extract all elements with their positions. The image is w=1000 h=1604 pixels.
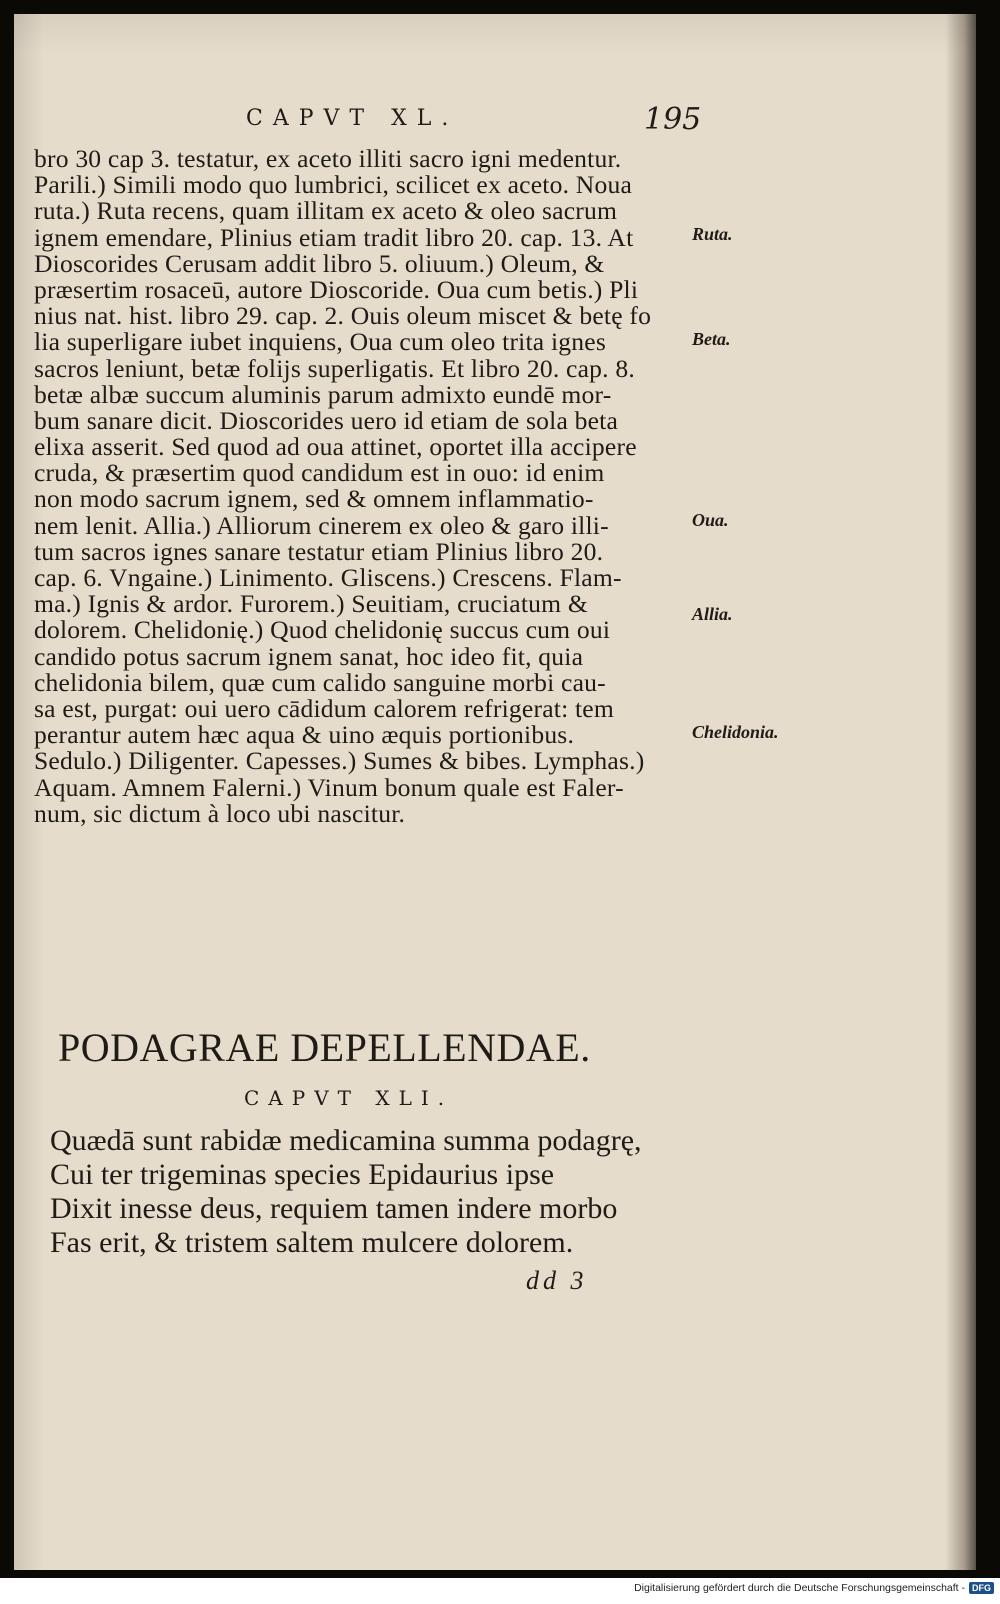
text-line: nem lenit. Allia.) Alliorum cinerem ex oleo & garo illi- <box>34 510 609 540</box>
text-line: non modo sacrum ignem, sed & omnem inflammatio- <box>34 484 594 514</box>
text-line: betæ albæ succum aluminis parum admixto eundē mor- <box>34 379 612 409</box>
dfg-logo-icon: DFG <box>969 1582 994 1594</box>
chapter-heading: CAPVT XLI. <box>244 1086 454 1110</box>
text-line: lia superligare iubet inquiens, Oua cum oleo trita ignes <box>34 327 606 357</box>
text-line: elixa asserit. Sed quod ad oua attinet, oportet illa accipere <box>34 432 637 462</box>
page-gutter-shadow <box>946 14 976 1570</box>
text-line: ignem emendare, Plinius etiam tradit libro 20. cap. 13. At <box>34 222 634 252</box>
marginal-note-chelidonia: Chelidonia. <box>692 722 779 742</box>
marginal-note-allia: Allia. <box>692 604 733 624</box>
running-head: CAPVT XL. <box>246 106 459 131</box>
text-line: dolorem. Chelidonię.) Quod chelidonię succus cum oui <box>34 615 611 645</box>
credit-text: Digitalisierung gefördert durch die Deutsche Forschungsgemeinschaft - <box>634 1582 965 1594</box>
text-line: ruta.) Ruta recens, quam illitam ex aceto & oleo sacrum <box>34 196 618 226</box>
commentary-text <box>34 146 724 827</box>
section-title: PODAGRAE DEPELLENDAE. <box>58 1025 591 1070</box>
text-line: præsertim rosaceū, autore Dioscoride. Oua cum betis.) Pli <box>34 274 639 304</box>
text-line: ma.) Ignis & ardor. Furorem.) Seuitiam, cruciatum & <box>34 589 588 619</box>
text-line: Aquam. Amnem Falerni.) Vinum bonum quale est Faler- <box>34 772 624 802</box>
book-page <box>14 14 976 1570</box>
marginal-note-beta: Beta. <box>692 329 731 349</box>
text-line: cruda, & præsertim quod candidum est in ouo: id enim <box>34 458 605 488</box>
verse-block <box>50 1124 642 1260</box>
text-line: bum sanare dicit. Dioscorides uero id etiam de sola beta <box>34 405 619 435</box>
text-line: Dioscorides Cerusam addit libro 5. oliuum.) Oleum, & <box>34 248 605 278</box>
page-number: 195 <box>644 102 702 137</box>
text-line: perantur autem hæc aqua & uino æquis portionibus. <box>34 720 575 750</box>
text-line: tum sacros ignes sanare testatur etiam Plinius libro 20. <box>34 536 604 566</box>
text-line: bro 30 cap 3. testatur, ex aceto illiti sacro igni medentur. <box>34 144 622 173</box>
verse-line: Quædā sunt rabidæ medicamina summa podagrę, <box>50 1124 642 1157</box>
digitization-credit <box>634 1582 994 1594</box>
marginal-note-oua: Oua. <box>692 510 729 530</box>
verse-line: Fas erit, & tristem saltem mulcere dolorem. <box>50 1226 574 1259</box>
text-line: num, sic dictum à loco ubi nascitur. <box>34 798 406 828</box>
text-line: chelidonia bilem, quæ cum calido sanguine morbi cau- <box>34 667 606 697</box>
verse-line: Cui ter trigeminas species Epidaurius ipse <box>50 1158 555 1191</box>
text-line: Sedulo.) Diligenter. Capesses.) Sumes & bibes. Lymphas.) <box>34 746 645 776</box>
text-line: nius nat. hist. libro 29. cap. 2. Ouis oleum miscet & betę fo <box>34 301 652 331</box>
marginal-note-ruta: Ruta. <box>692 224 733 244</box>
text-line: sacros leniunt, betæ folijs superligatis. Et libro 20. cap. 8. <box>34 353 635 383</box>
text-line: Parili.) Simili modo quo lumbrici, scilicet ex aceto. Noua <box>34 170 633 200</box>
text-line: sa est, purgat: oui uero cādidum calorem refrigerat: tem <box>34 693 614 723</box>
signature-mark: dd 3 <box>526 1266 588 1295</box>
verse-line: Dixit inesse deus, requiem tamen indere morbo <box>50 1192 618 1225</box>
text-line: cap. 6. Vngaine.) Linimento. Gliscens.) Crescens. Flam- <box>34 563 622 592</box>
text-line: candido potus sacrum ignem sanat, hoc ideo fit, quia <box>34 641 584 671</box>
